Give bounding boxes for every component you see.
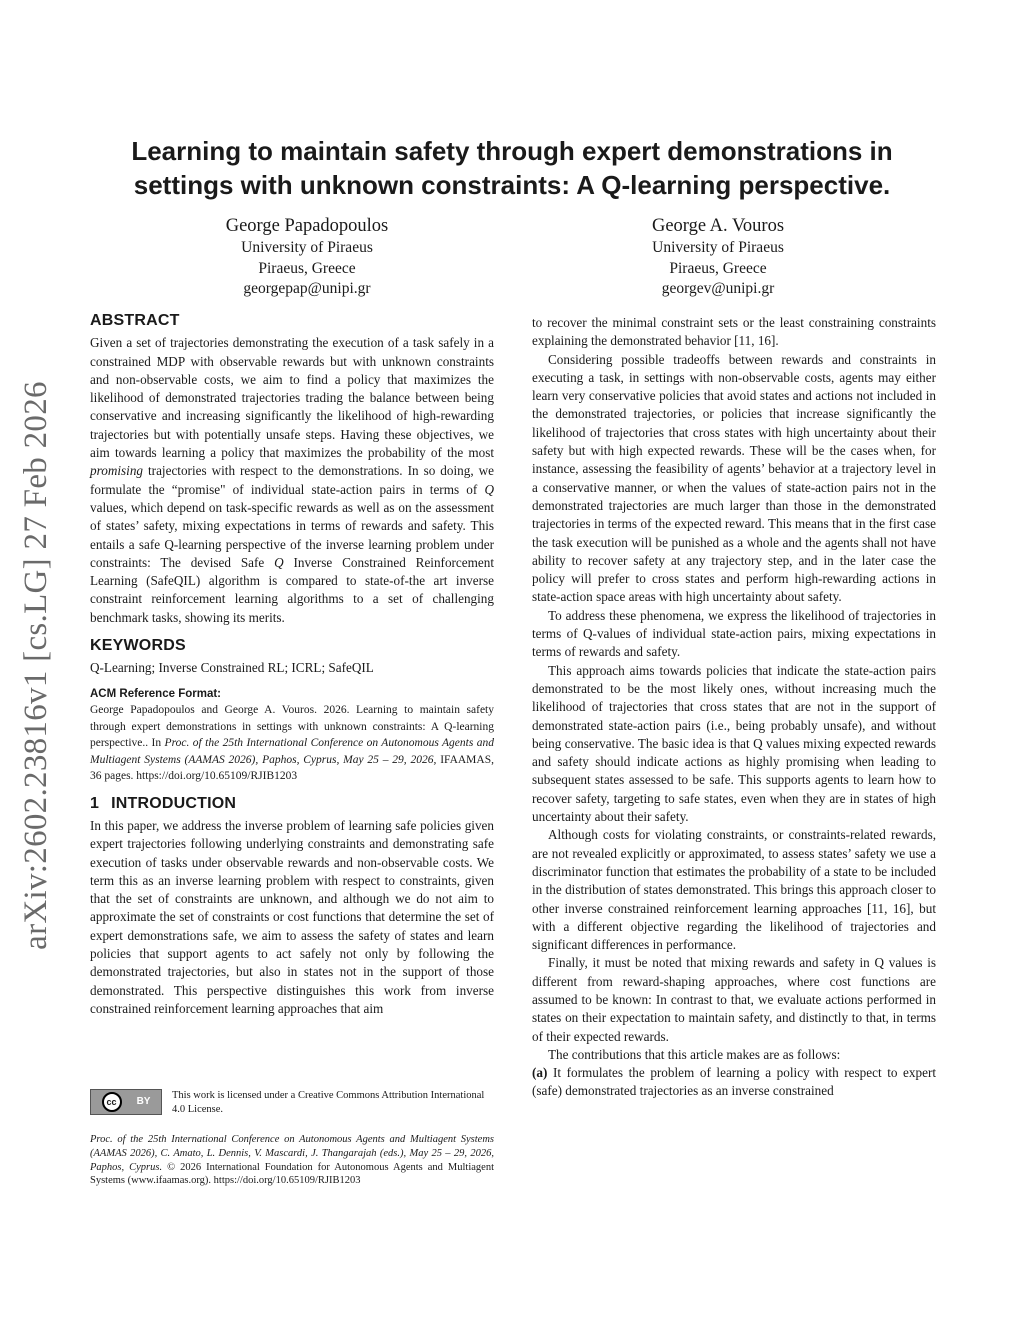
contribution-item <box>532 1064 936 1101</box>
keywords-text: Q-Learning; Inverse Constrained RL; ICRL; SafeQIL <box>90 660 374 676</box>
abstract-text-part: Given a set of trajectories demonstrating the execution of a task safely in a constrained MDP with observable rewards but with unknown constraints and non-observable costs, we aim to find a policy that maximizes the likelihood of demonstrated trajectories trading the balance between being conservative and increasing significantly the likelihood of high-rewarding trajectories but with potentially unsafe steps. Having these objectives, we aim towards learning a policy that maximizes the probability of the most <box>90 335 494 461</box>
right-column <box>532 314 936 1101</box>
author-name: George A. Vouros <box>651 216 785 236</box>
abstract-text <box>90 334 494 627</box>
contribution-text: It formulates the problem of learning a policy with respect to expert (safe) demonstrated trajectories as an inverse constrained <box>532 1065 936 1099</box>
abstract-text-part: Inverse Constrained Reinforcement Learning (SafeQIL) algorithm is compared to state-of-the art inverse constraint reinforcement learning algorithms to a set of challenging benchmark tasks, showing its merits. <box>90 554 495 625</box>
introduction-heading <box>90 795 494 813</box>
section-number: 1 <box>90 794 100 812</box>
conference-footnote <box>90 1133 494 1188</box>
section-title: INTRODUCTION <box>111 794 237 812</box>
paper-title: Learning to maintain safety through expert demonstrations in settings with unknown constraints: A Q-learning perspective. <box>131 136 893 200</box>
introduction-paragraph: In this paper, we address the inverse problem of learning safe policies given expert trajectories following underlying constraints and demonstrating safe execution of tasks under observable rewards and non-observable costs. We term this as an inverse learning problem with respect to constraints, given that the set of constraints are unknown, and although we do not aim to approximate the set of constraints or cost functions that determine the set of expert demonstrations safe, we aim to assess the safety of states and learn policies that support agents to act safely not only by following the demonstrated trajectories, but also in states not in the support of those demonstrated. This perspective distinguishes this work from inverse constrained reinforcement learning approaches that aim <box>90 817 494 1016</box>
body-paragraph: Although costs for violating constraints, or constraints-related rewards, are not revealed explicitly or approximated, to assess states’ safety we use a discriminator function that estimates the probability of a state to be included in the distribution of states demonstrated. This brings this approach closer to other inverse constrained reinforcement learning approaches [11, 16], but with a different objective regarding the likelihood of trajectories and significant differences in performance. <box>532 827 936 953</box>
author-email[interactable]: georgepap@unipi.gr <box>243 280 371 297</box>
acm-reference-text: George Papadopoulos and George A. Vouros. 2026. Learning to maintain safety through expert demonstrations in settings with unknown constraints: A Q-learning perspective.. In <box>90 704 494 750</box>
acm-reference-venue: Proc. of the 25th International Conference on Autonomous Agents and Multiagent Systems (AAMAS 2026), Paphos, Cyprus, May 25 – 29, 2026, <box>90 737 494 766</box>
abstract-heading: ABSTRACT <box>90 312 180 329</box>
license-text: This work is licensed under a Creative Commons Attribution International 4.0 License. <box>172 1090 485 1115</box>
body-paragraph: To address these phenomena, we express the likelihood of trajectories in terms of Q-values of individual state-action pairs, mixing expectations in terms of rewards and safety. <box>532 607 936 660</box>
abstract-text-part: values, which depend on task-specific rewards as well as on the assessment of states’ safety, mixing expectations in terms of rewards and safety. This entails a safe Q-learning perspective of the inverse learning problem under constraints: The devised Safe <box>90 499 494 570</box>
acm-reference <box>90 686 494 785</box>
author-affiliation: University of Piraeus <box>652 239 784 256</box>
abstract-text-part: trajectories with respect to the demonstrations. In so doing, we formulate the “promise" of individual state-action pairs in terms of <box>90 463 494 497</box>
arxiv-identifier-text: arXiv:2602.23816v1 [cs.LG] 27 Feb 2026 <box>17 380 54 950</box>
author-location: Piraeus, Greece <box>669 259 767 277</box>
abstract-q-symbol: Q <box>484 481 495 497</box>
cc-icon: cc <box>102 1092 122 1112</box>
license-notice <box>90 1089 494 1117</box>
author-location: Piraeus, Greece <box>258 259 356 277</box>
acm-reference-heading: ACM Reference Format: <box>90 687 221 700</box>
acm-reference-doi: IFAAMAS, 36 pages. https://doi.org/10.65109/RJIB1203 <box>90 753 494 783</box>
abstract-emphasis: promising <box>90 463 144 479</box>
author-block-2 <box>548 214 888 300</box>
left-column <box>90 312 494 1018</box>
footnote-venue: Proc. of the 25th International Conference on Autonomous Agents and Multiagent Systems (AAMAS 2026), C. Amato, L. Dennis, V. Mascardi, J. Thangarajah (eds.), May 25 – 29, 2026, Paphos, Cyprus. <box>90 1134 494 1173</box>
body-paragraph: The contributions that this article makes are as follows: <box>548 1046 841 1062</box>
author-email[interactable]: georgev@unipi.gr <box>661 280 775 297</box>
author-name: George Papadopoulos <box>225 216 389 236</box>
contribution-label: (a) <box>532 1065 548 1081</box>
abstract-q-symbol: Q <box>274 554 284 570</box>
body-paragraph: This approach aims towards policies that indicate the state-action pairs demonstrated to be the most likely ones, without increasing much the likelihood of trajectories that cross states that are not in the support of demonstrated state-action pairs (i.e., being probably unsafe), and without being conservative. The basic idea is that Q values mixing expected rewards and safety should indicate actions as highly promising when leading to subsequent states assessed to be safe. This supports agents to learn how to recover safety, targeting to safe states, even when they are in states of high uncertainty about their safety. <box>532 662 936 825</box>
creative-commons-badge[interactable] <box>90 1089 162 1115</box>
body-paragraph: Considering possible tradeoffs between rewards and constraints in executing a task, in settings with non-observable costs, agents may either learn very conservative policies that avoid states and actions not included in the demonstrated trajectories, or policies that increase significantly the likelihood of trajectories that cross states with high uncertainty about their safety but with high expected rewards. These will be the cases when, for instance, assessing the feasibility of agents’ behavior at a trajectory level in a conservative manner, or when the values of state-action pairs not in the demonstrated trajectories are much larger than those in the demonstrated trajectories in terms of the expected reward. This means that in the first case the task execution will be punished as a whole and the agents shall not have ability to recover safety at any trajectory step, and in the later case the policy will prefer to cross states and perform high-rewarding actions in state-action space areas with high uncertainty about safety. <box>532 351 936 605</box>
footnote-copyright: © 2026 International Foundation for Autonomous Agents and Multiagent Systems (www.ifaamas.org). https://doi.org/10.65109/RJIB1203 <box>90 1161 495 1187</box>
by-icon: BY <box>136 1096 151 1107</box>
author-block-1 <box>137 214 477 300</box>
arxiv-identifier <box>8 372 64 958</box>
body-paragraph: Finally, it must be noted that mixing rewards and safety in Q values is different from reward-shaping approaches, where cost functions are assumed to be known: In contrast to that, we evaluate actions performed in states on their expectation to maintain safety, and distinctly to that, in terms of their expected rewards. <box>532 955 936 1044</box>
keywords-heading: KEYWORDS <box>90 637 186 655</box>
body-paragraph: to recover the minimal constraint sets or the least constraining constraints explaining the demonstrated behavior [11, 16]. <box>532 315 936 349</box>
author-affiliation: University of Piraeus <box>241 239 373 256</box>
